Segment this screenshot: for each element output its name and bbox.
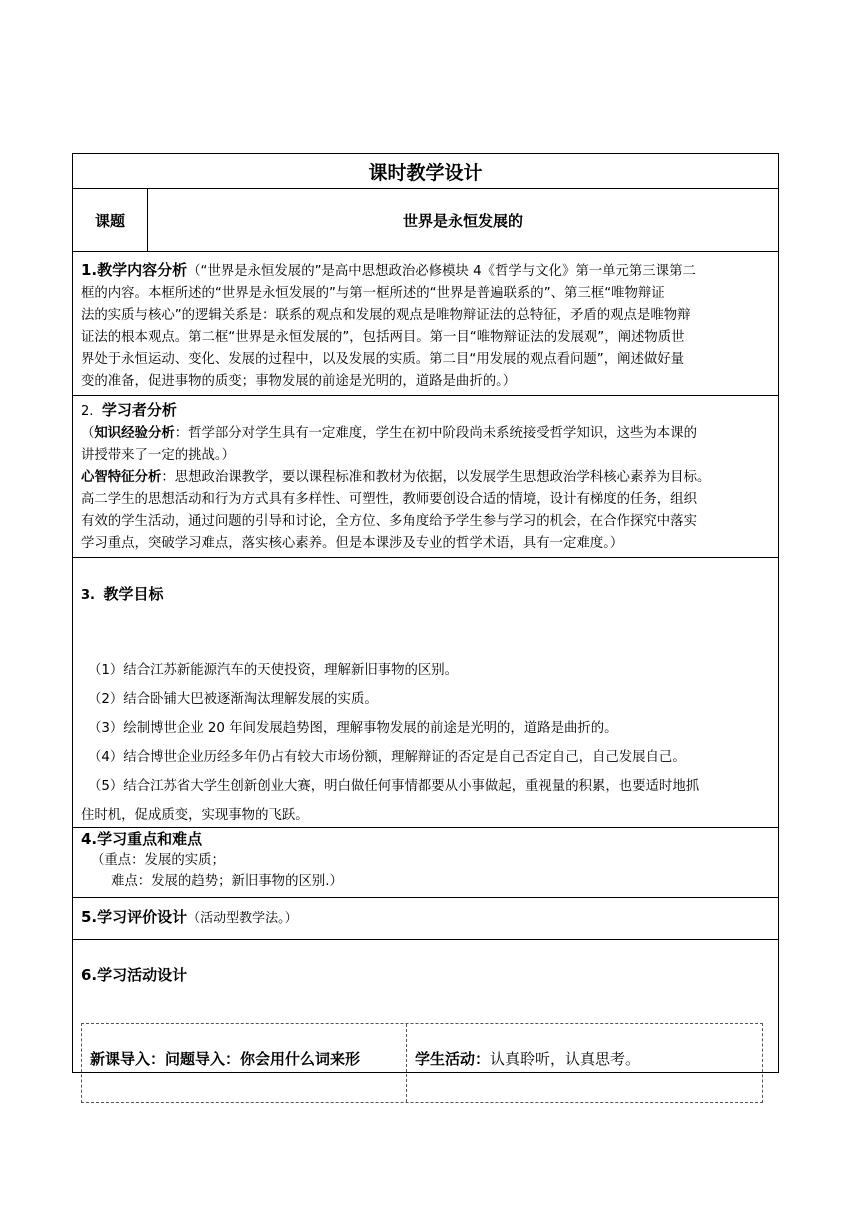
objectives-heading: 教学目标 [103,585,164,603]
student-activity-label: 学生活动： [415,1050,491,1068]
learner-analysis-heading: 学习者分析 [101,401,177,419]
topic-value: 世界是永恒发展的 [402,211,523,230]
objective-item: （5）结合江苏省大学生创新创业大赛，明白做任何事情都要从小事做起，重视量的积累，也要适时地抓 [88,779,700,794]
activity-table [81,1023,763,1103]
content-analysis-line: 变的准备，促进事物的质变；事物发展的前途是光明的，道路是曲折的。） [81,374,517,389]
content-analysis-heading: 1.教学内容分析 [81,261,188,279]
topic-row [73,189,778,252]
objective-item: （4）结合博世企业历经多年仍占有较大市场份额，理解辩证的否定是自己否定自己，自己发展自己。 [88,750,686,765]
objective-item: （3）绘制博世企业 20 年间发展趋势图，理解事物发展的前途是光明的，道路是曲折的。 [88,721,618,736]
key-points-heading: 4.学习重点和难点 [81,830,203,848]
knowledge-experience-line: 讲授带来了一定的挑战。） [81,448,235,463]
objectives-section [73,558,778,828]
knowledge-experience-line: ：哲学部分对学生具有一定难度，学生在初中阶段尚未系统接受哲学知识，这些为本课的 [174,426,697,441]
objective-item: （1）结合江苏新能源汽车的天使投资，理解新旧事物的区别。 [88,663,459,678]
lesson-design-table [72,153,779,1073]
evaluation-note: （活动型教学法。） [187,911,298,926]
key-focus-text: （重点：发展的实质； [91,853,225,868]
activity-student-cell [408,1024,762,1126]
key-difficulty-text: 难点：发展的趋势；新旧事物的区别.） [111,874,343,889]
key-points-section [73,828,778,898]
content-analysis-line: 界处于永恒运动、变化、发展的过程中，以及发展的实质。第二目“用发展的观点看问题”，阐述做好量 [81,352,685,367]
learner-analysis-number: 2. [81,404,94,419]
objective-item: 住时机，促成质变，实现事物的飞跃。 [81,808,309,823]
learner-analysis-section: 2. 学习者分析 （知识经验分析：哲学部分对学生具有一定难度，学生在初中阶段尚未系统接受哲学知识，这些为本课的 讲授带来了一定的挑战。） 心智特征分析：思想政治课教学，要以课程标准和教材为依据，以发展学生思想政治学科核心素养为目标。 高二学生的思想活动和行为方式具有多样性、可塑性，教师要创设合适的情境，设计有梯度的任务，组织 有效的学生活动，通过问题的引导和讨论，全方位、多角度给予学生参与学习的机会，在合作探究中落实 学习重点，突破学习难点，落实核心素养。但是本课涉及专业的哲学术语，具有一定难度。） [73,396,778,558]
content-analysis-line: 证法的根本观点。第二框“世界是永恒发展的”，包括两目。第一目“唯物辩证法的发展观”，阐述物质世 [81,330,685,345]
document-title: 课时教学设计 [73,154,778,189]
content-analysis-line: （“世界是永恒发展的”是高中思想政治必修模块 4《哲学与文化》第一单元第三课第二 [187,264,696,279]
mind-feature-label: 心智特征分析 [81,470,162,485]
mind-feature-line: ：思想政治课教学，要以课程标准和教材为依据，以发展学生思想政治学科核心素养为目标。 [161,470,711,485]
mind-feature-line: 有效的学生活动，通过问题的引导和讨论，全方位、多角度给予学生参与学习的机会，在合作探究中落实 [81,514,697,529]
topic-label: 课题 [73,189,148,251]
evaluation-section [73,898,778,940]
content-analysis-section [73,252,778,396]
mind-feature-line: 高二学生的思想活动和行为方式具有多样性、可塑性，教师要创设合适的情境，设计有梯度的任务，组织 [81,492,697,507]
objectives-number: 3. [81,588,95,603]
objective-item: （2）结合卧铺大巴被逐渐淘汰理解发展的实质。 [88,692,378,707]
activities-section [73,940,778,1074]
evaluation-heading: 5.学习评价设计 [81,908,188,926]
content-analysis-line: 法的实质与核心”的逻辑关系是：联系的观点和发展的观点是唯物辩证法的总特征，矛盾的观点是唯物辩 [81,308,691,323]
activity-teacher-cell: 新课导入：问题导入：你会用什么词来形 [82,1024,407,1102]
mind-feature-line: 学习重点，突破学习难点，落实核心素养。但是本课涉及专业的哲学术语，具有一定难度。） [81,536,624,551]
student-activity-text: 认真聆听，认真思考。 [490,1050,641,1068]
knowledge-experience-label: 知识经验分析 [94,426,175,441]
content-analysis-line: 框的内容。本框所述的“世界是永恒发展的”与第一框所述的“世界是普遍联系的”、第三框“唯物辩证 [81,286,665,301]
activities-heading: 6.学习活动设计 [81,966,188,984]
